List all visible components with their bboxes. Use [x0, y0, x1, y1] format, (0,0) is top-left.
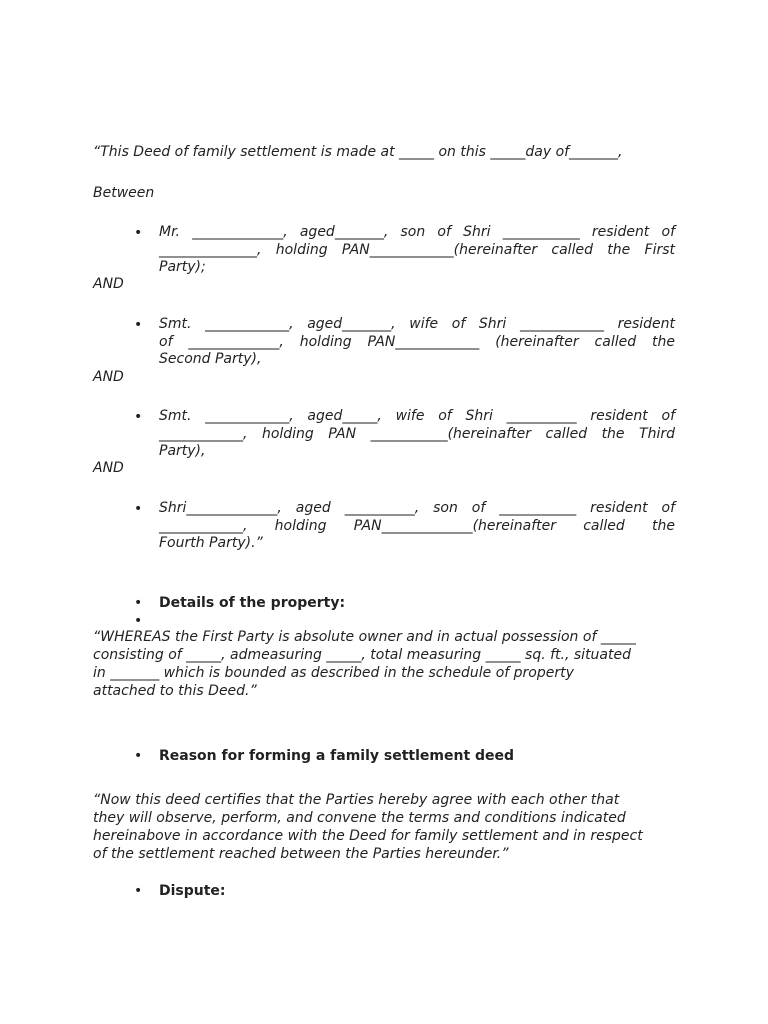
- party-line: of _____________, holding PAN____________ (hereinafter called the: [159, 333, 675, 350]
- paragraph-line: “Now this deed certifies that the Parties hereby agree with each other that: [93, 792, 620, 808]
- paragraph-line: “WHEREAS the First Party is absolute owner and in actual possession of _____: [93, 629, 636, 645]
- paragraph-line: hereinabove in accordance with the Deed for family settlement and in respect: [93, 828, 643, 844]
- paragraph-line: of the settlement reached between the Parties hereunder.”: [93, 846, 509, 862]
- paragraph-line: they will observe, perform, and convene the terms and conditions indicated: [93, 810, 626, 826]
- party-line: ______________, holding PAN____________(hereinafter called the First: [159, 241, 675, 258]
- bullet-point: •: [134, 613, 143, 629]
- bullet-point: •: [134, 595, 143, 611]
- deed-intro: “This Deed of family settlement is made at _____ on this _____day of_______,: [93, 144, 623, 160]
- bullet-point: •: [134, 883, 143, 899]
- bullet-point: •: [134, 748, 143, 764]
- paragraph-line: in _______ which is bounded as described in the schedule of property: [93, 665, 574, 681]
- party-line: ____________, holding PAN ___________(hereinafter called the Third: [159, 425, 675, 442]
- party-line: Mr. _____________, aged_______, son of Shri ___________ resident of: [159, 224, 675, 240]
- bullet-point: •: [134, 317, 143, 333]
- and-label: AND: [93, 276, 124, 292]
- party-line: Shri_____________, aged __________, son of ___________ resident of: [159, 500, 675, 516]
- party-line: Party),: [159, 443, 206, 459]
- and-label: AND: [93, 460, 124, 476]
- party-first: [159, 224, 675, 277]
- paragraph-line: consisting of _____, admeasuring _____, total measuring _____ sq. ft., situated: [93, 647, 631, 663]
- party-second: [159, 316, 675, 369]
- bullet-point: •: [134, 409, 143, 425]
- between-label: Between: [93, 185, 155, 201]
- bullet-point: •: [134, 501, 143, 517]
- bullet-point: •: [134, 225, 143, 241]
- party-line: Party);: [159, 259, 206, 275]
- certify-paragraph: [93, 791, 675, 863]
- heading-reason: Reason for forming a family settlement deed: [159, 748, 515, 764]
- party-line: ____________, holding PAN_____________(hereinafter called the: [159, 517, 675, 534]
- and-label: AND: [93, 369, 124, 385]
- heading-dispute: Dispute:: [159, 883, 226, 899]
- party-line: Smt. ____________, aged_____, wife of Shri __________ resident of: [159, 408, 675, 424]
- party-third: [159, 408, 675, 461]
- whereas-paragraph: [93, 628, 675, 700]
- document-page: [93, 0, 675, 1024]
- paragraph-line: attached to this Deed.”: [93, 683, 257, 699]
- party-line: Fourth Party).”: [159, 535, 263, 551]
- party-line: Smt. ____________, aged_______, wife of Shri ____________ resident: [159, 316, 675, 332]
- party-fourth: [159, 500, 675, 553]
- heading-property-details: Details of the property:: [159, 595, 346, 611]
- party-line: Second Party),: [159, 351, 262, 367]
